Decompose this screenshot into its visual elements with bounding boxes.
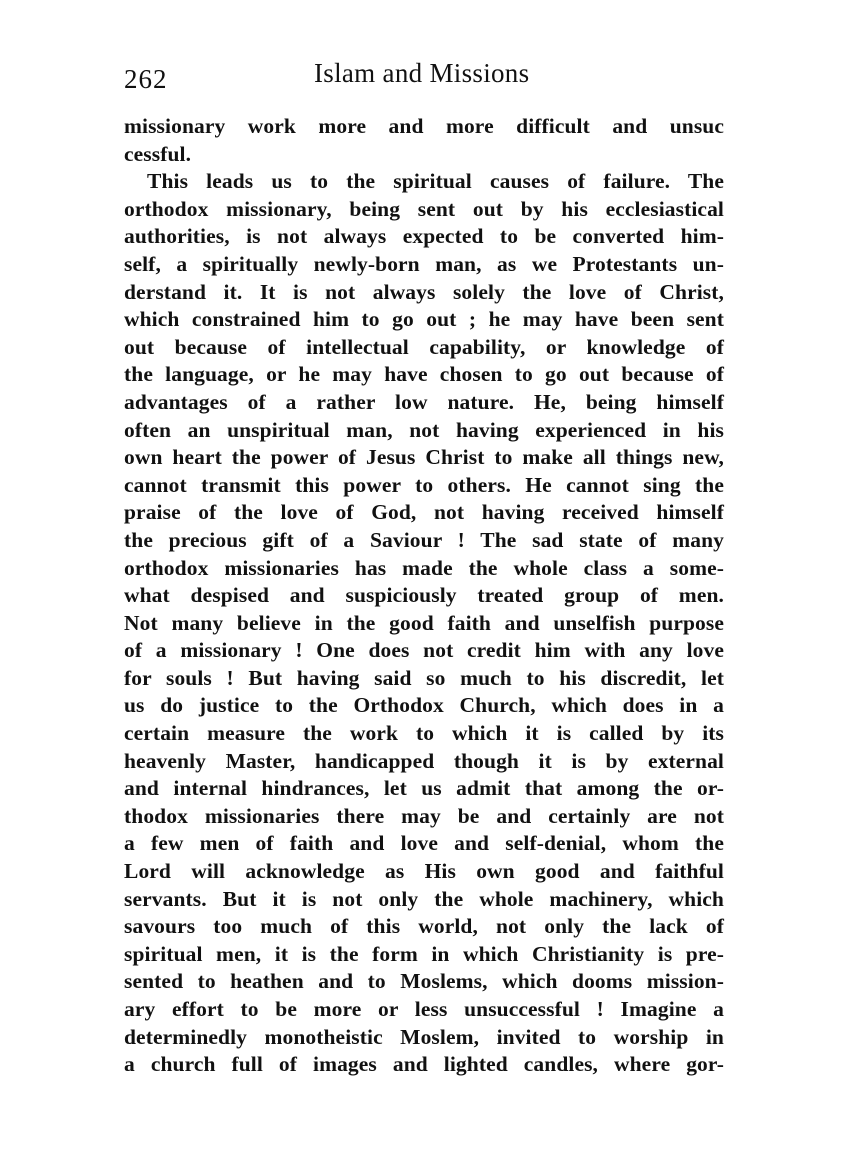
text-line: us do justice to the Orthodox Church, which does in a [124, 693, 724, 718]
text-line: missionary work more and more difficult and unsuc [124, 114, 724, 138]
page-header [124, 58, 724, 98]
text-line: orthodox missionary, being sent out by his ecclesiastical [124, 196, 724, 221]
text-line: Not many believe in the good faith and unselfish purpose [124, 610, 724, 635]
body-text [124, 113, 724, 1079]
running-title: Islam and Missions [314, 58, 530, 88]
text-line: certain measure the work to which it is called by its [124, 721, 724, 746]
text-line: orthodox missionaries has made the whole class a some- [124, 555, 724, 580]
text-line: cessful. [124, 141, 192, 166]
text-line: self, a spiritually newly-born man, as we Protestants un- [124, 251, 724, 276]
text-line: a church full of images and lighted candles, where gor- [124, 1052, 724, 1077]
text-line: the precious gift of a Saviour ! The sad state of many [124, 527, 724, 552]
text-line: determinedly monotheistic Moslem, invited to worship in [124, 1024, 724, 1049]
text-line: out because of intellectual capability, or knowledge of [124, 334, 724, 359]
text-line: sented to heathen and to Moslems, which dooms mission- [124, 969, 724, 994]
text-line: a few men of faith and love and self-denial, whom the [124, 831, 724, 856]
text-line: servants. But it is not only the whole machinery, which [124, 886, 724, 911]
text-line: of a missionary ! One does not credit him with any love [124, 638, 724, 663]
text-line: which constrained him to go out ; he may have been sent [124, 307, 724, 332]
text-line: thodox missionaries there may be and certainly are not [124, 803, 724, 828]
text-line: own heart the power of Jesus Christ to make all things new, [124, 445, 724, 470]
text-line: authorities, is not always expected to be converted him- [124, 224, 724, 249]
text-line: what despised and suspiciously treated group of men. [124, 583, 724, 608]
text-line: ary effort to be more or less unsuccessful ! Imagine a [124, 997, 724, 1021]
text-line: Lord will acknowledge as His own good and faithful [124, 859, 724, 884]
text-line: for souls ! But having said so much to his discredit, let [124, 665, 724, 690]
text-line: derstand it. It is not always solely the love of Christ, [124, 279, 724, 304]
text-line: advantages of a rather low nature. He, being himself [124, 389, 724, 414]
text-line: and internal hindrances, let us admit that among the or- [124, 776, 724, 801]
text-line: praise of the love of God, not having received himself [124, 500, 724, 525]
text-line: cannot transmit this power to others. He cannot sing the [124, 472, 724, 497]
text-line: often an unspiritual man, not having experienced in his [124, 417, 724, 442]
text-line: savours too much of this world, not only the lack of [124, 914, 724, 939]
text-line: This leads us to the spiritual causes of failure. The [147, 169, 724, 194]
page-number: 262 [124, 64, 168, 94]
text-line: spiritual men, it is the form in which Christianity is pre- [124, 941, 724, 966]
text-line: the language, or he may have chosen to go out because of [124, 362, 724, 387]
text-line: heavenly Master, handicapped though it is by external [124, 748, 724, 773]
